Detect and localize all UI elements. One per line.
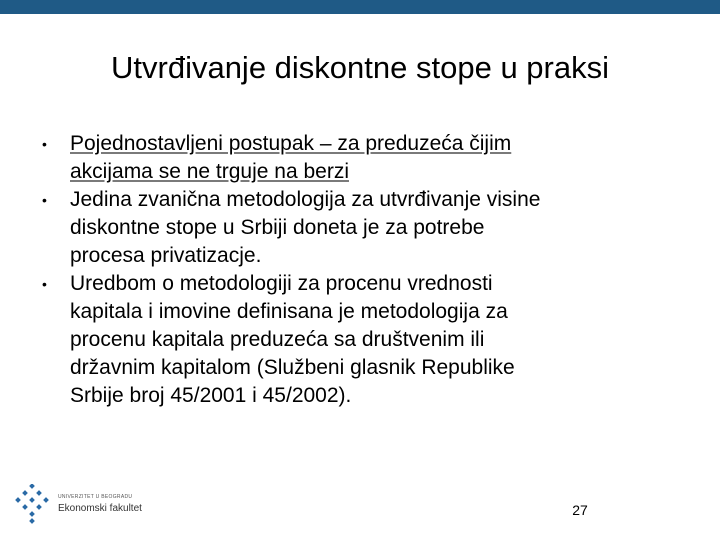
bullet-3-line-3: procenu kapitala preduzeća sa društvenim ili [70,328,485,351]
logo-university-text: UNIVERZITET U BEOGRADU [58,494,133,500]
bullet-3-line-4: državnim kapitalom (Službeni glasnik Republike [70,356,515,379]
bullet-list [40,130,680,410]
bullet-marker: • [42,192,47,208]
bullet-1-line-1: Pojednostavljeni postupak – za preduzeća čijim [70,132,512,155]
bullet-3-line-1: Uredbom o metodologiji za procenu vrednosti [70,272,493,295]
bullet-2-line-3: procesa privatizacje. [70,244,262,267]
bullet-3-line-2: kapitala i imovine definisana je metodologija za [70,300,508,323]
page-number: 27 [572,502,588,518]
bullet-item-2 [40,186,680,270]
bullet-1-line-2: akcijama se ne trguje na berzi [70,160,349,183]
bullet-3-line-5: Srbije broj 45/2001 i 45/2002). [70,384,352,407]
bullet-item-3 [40,270,680,410]
top-accent-bar [0,0,720,14]
slide-title: Utvrđivanje diskontne stope u praksi [111,50,609,85]
faculty-logo [14,484,164,524]
bullet-item-1 [40,130,680,186]
logo-dots-icon [14,484,50,524]
bullet-marker: • [42,136,47,152]
bullet-2-line-1: Jedina zvanična metodologija za utvrđivanje visine [70,188,541,211]
bullet-2-line-2: diskontne stope u Srbiji doneta je za potrebe [70,216,485,239]
logo-faculty-text: Ekonomski fakultet [58,503,142,514]
bullet-marker: • [42,276,47,292]
